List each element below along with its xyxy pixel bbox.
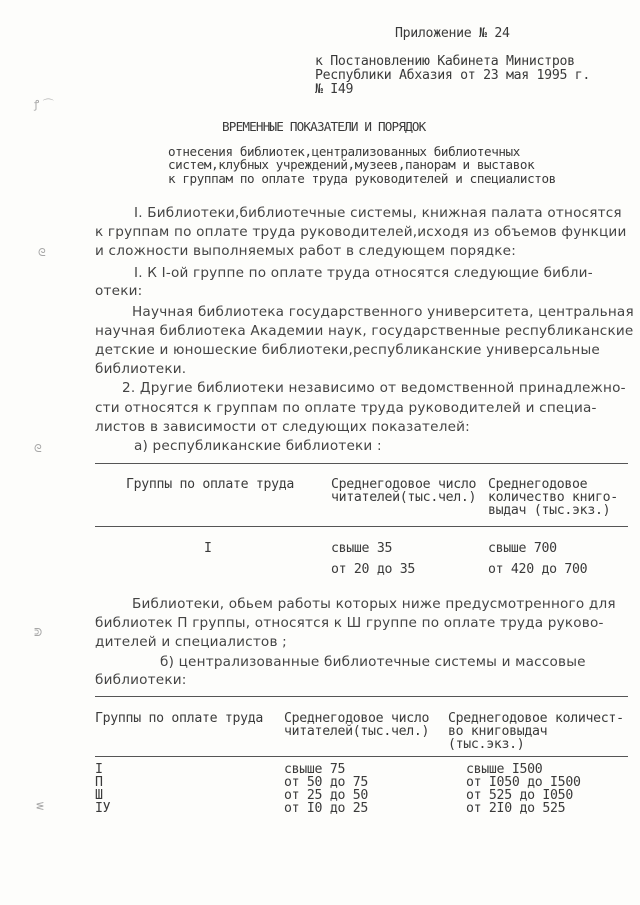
table-b-readers-cell: свыше 75 bbox=[284, 762, 346, 777]
table-b-col2-header: Среднегодовое число bbox=[284, 711, 430, 726]
table-b-issues-cell: от 2I0 до 525 bbox=[466, 801, 566, 816]
margin-mark-icon: ᘓ bbox=[34, 442, 42, 455]
table-a-group-cell: I bbox=[204, 541, 212, 556]
table-b-readers-cell: от 50 до 75 bbox=[284, 775, 369, 790]
table-a-issues-cell: от 420 до 700 bbox=[488, 562, 588, 577]
paragraph-2-line: отеки: bbox=[95, 283, 143, 299]
paragraph-1-line: и сложности выполняемых работ в следующем порядке: bbox=[95, 243, 517, 259]
table-a-readers-cell: от 20 до 35 bbox=[331, 562, 416, 577]
paragraph-4-line: 2. Другие библиотеки независимо от ведомственной принадлежно- bbox=[122, 380, 626, 396]
title-subline-1: отнесения библиотек,централизованных библиотечных bbox=[168, 144, 520, 159]
paragraph-3-line: библиотеки. bbox=[95, 361, 187, 377]
paragraph-6-line: б) централизованные библиотечные системы и массовые bbox=[160, 654, 586, 670]
table-b-group-cell: П bbox=[95, 775, 103, 790]
table-b-col3-header: во книговыдач bbox=[448, 724, 548, 739]
table-b-issues-cell: от 525 до I050 bbox=[466, 788, 573, 803]
table-a-col2-header: читателей(тыс.чел.) bbox=[331, 490, 477, 505]
margin-mark-icon: ꝭ ⌒ bbox=[34, 98, 54, 111]
table-b-readers-cell: от 25 до 50 bbox=[284, 788, 369, 803]
table-b-group-cell: Ш bbox=[95, 788, 103, 803]
paragraph-4-line: сти относятся к группам по оплате труда руководителей и специа- bbox=[95, 400, 597, 416]
reference-line-2: Республики Абхазия от 23 мая 1995 г. bbox=[315, 68, 591, 83]
table-b-col2-header: читателей(тыс.чел.) bbox=[284, 724, 430, 739]
paragraph-4-line: листов в зависимости от следующих показателей: bbox=[95, 419, 470, 435]
margin-mark-icon: ᘓ bbox=[38, 246, 46, 259]
document-title: ВРЕМЕННЫЕ ПОКАЗАТЕЛИ И ПОРЯДОК bbox=[222, 119, 426, 134]
appendix-label: Приложение № 24 bbox=[395, 26, 510, 41]
table-a-top-rule bbox=[95, 463, 628, 464]
paragraph-1-line: I. Библиотеки,библиотечные системы, книжная палата относятся bbox=[134, 205, 622, 221]
paragraph-3-line: научная библиотека Академии наук, государственные республиканские bbox=[95, 323, 634, 339]
table-b-col3-header: Среднегодовое количест- bbox=[448, 711, 624, 726]
paragraph-6-line: библиотеки: bbox=[95, 672, 187, 688]
table-a-col3-header: количество книго- bbox=[488, 490, 618, 505]
paragraph-4-line: а) республиканские библиотеки : bbox=[134, 438, 382, 454]
paragraph-3-line: детские и юношеские библиотеки,республиканские универсальные bbox=[95, 342, 600, 358]
table-a-readers-cell: свыше 35 bbox=[331, 541, 393, 556]
paragraph-1-line: к группам по оплате труда руководителей,исходя из объемов функции bbox=[95, 224, 627, 240]
table-b-group-cell: IУ bbox=[95, 801, 111, 816]
title-subline-2: систем,клубных учреждений,музеев,панорам и выставок bbox=[168, 157, 535, 172]
table-b-top-rule bbox=[95, 696, 628, 697]
table-b-header-rule bbox=[95, 756, 628, 757]
reference-line-3: № I49 bbox=[315, 82, 354, 97]
table-b-col3-header: (тыс.экз.) bbox=[448, 737, 525, 752]
table-a-header-rule bbox=[95, 526, 628, 527]
margin-mark-icon: ᓬ bbox=[36, 800, 45, 813]
table-b-group-cell: I bbox=[95, 762, 103, 777]
table-b-readers-cell: от I0 до 25 bbox=[284, 801, 369, 816]
table-a-col1-header: Группы по оплате труда bbox=[126, 477, 295, 492]
paragraph-5-line: Библиотеки, обьем работы которых ниже предусмотренного для bbox=[132, 596, 616, 612]
paragraph-5-line: дителей и специалистов ; bbox=[95, 634, 287, 650]
reference-line-1: к Постановлению Кабинета Министров bbox=[315, 54, 575, 69]
table-a-issues-cell: свыше 700 bbox=[488, 541, 557, 556]
table-b-issues-cell: от I050 до I500 bbox=[466, 775, 581, 790]
paragraph-2-line: I. К I-ой группе по оплате труда относятся следующие библи- bbox=[134, 265, 593, 281]
title-subline-3: к группам по оплате труда руководителей и специалистов bbox=[168, 171, 556, 186]
table-b-col1-header: Группы по оплате труда bbox=[95, 711, 264, 726]
table-a-col3-header: выдач (тыс.экз.) bbox=[488, 503, 611, 518]
paragraph-5-line: библиотек П группы, относятся к Ш группе по оплате труда руково- bbox=[95, 615, 604, 631]
table-a-col2-header: Среднегодовое число bbox=[331, 477, 477, 492]
paragraph-3-line: Научная библиотека государственного университета, центральная bbox=[132, 304, 634, 320]
table-b-issues-cell: свыше I500 bbox=[466, 762, 543, 777]
margin-mark-icon: ᕲ bbox=[34, 626, 43, 639]
table-a-col3-header: Среднегодовое bbox=[488, 477, 588, 492]
